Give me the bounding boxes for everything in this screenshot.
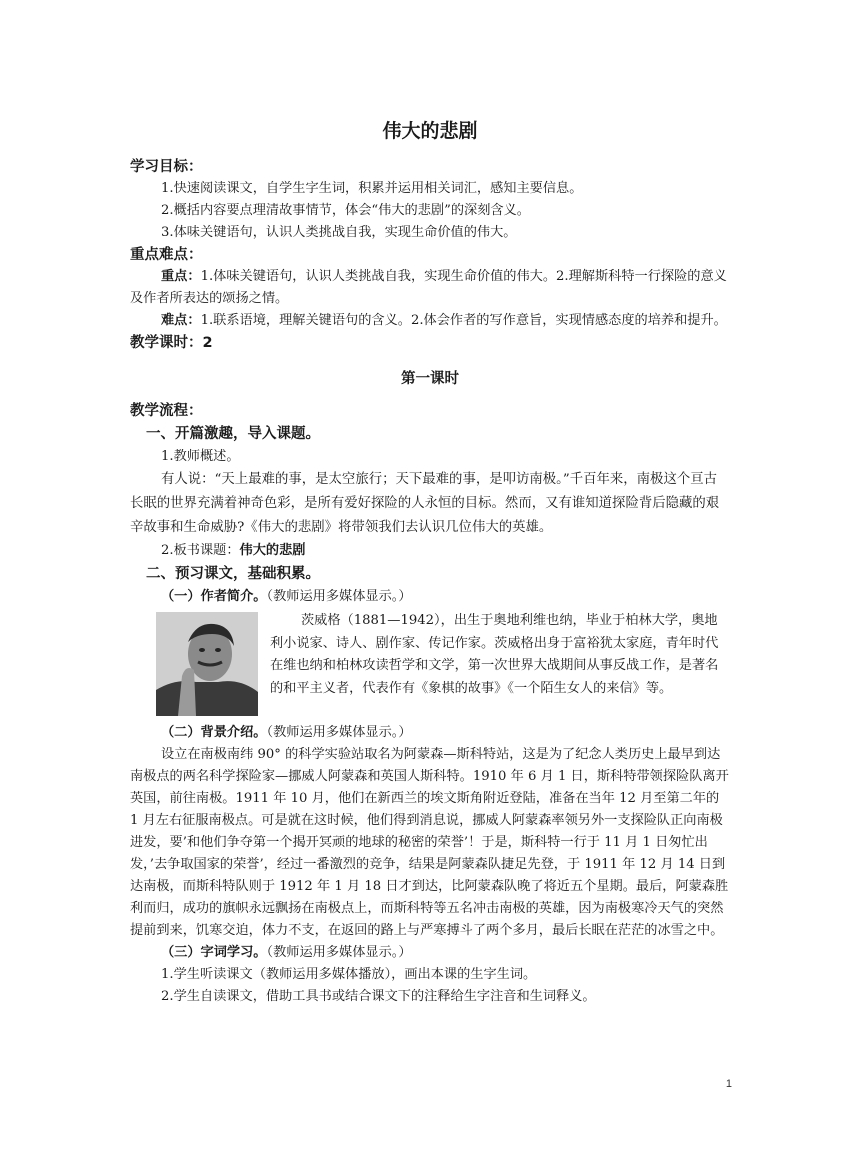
background-heading <box>130 722 730 744</box>
author-note: （教师运用多媒体显示。） <box>266 589 412 604</box>
key-points-heading: 重点难点： <box>130 247 203 263</box>
background-note: （教师运用多媒体显示。） <box>266 725 412 740</box>
author-label: （一）作者简介。 <box>161 589 267 604</box>
goal-item: 2.概括内容要点理清故事情节，体会“伟大的悲剧”的深刻含义。 <box>161 203 530 218</box>
goals-heading: 学习目标： <box>130 159 203 175</box>
portrait-icon <box>156 612 258 716</box>
part-two-title: 二、预习课文，基础积累。 <box>146 566 320 582</box>
background-text: 设立在南极南纬 90° 的科学实验站取名为阿蒙森—斯科特站，这是为了纪念人类历史上最早到达南极点的两名科学探险家—挪威人阿蒙森和英国人斯科特。1910 年 6 月 1 日，斯科特带领探险队离开英国，前往南极。1911 年 10 月，他们在新西兰的埃文斯角附近登陆，准备在当年 12 月至第二年的 1 月左右征服南极点。可是就在这时候，他们得到消息说，挪威人阿蒙森率领另外一支探险队正向南极进发，要’和他们争夺第一个揭开冥顽的地球的秘密的荣誉’！于是，斯科特一行于 11 月 1 日匆忙出发，’去争取国家的荣誉’，经过一番激烈的竞争，结果是阿蒙森队捷足先登，于 1911 年 12 月 14 日到达南极，而斯科特队则于 1912 年 1 月 18 日才到达，比阿蒙森队晚了将近五个星期。最后，阿蒙森胜利而归，成功的旗帜永远飘扬在南极点上，而斯科特等五名冲击南极的英雄，因为南极寒冷天气的突然提前到来，饥寒交迫，体力不支，在返回的路上与严寒搏斗了两个多月，最后长眠在茫茫的冰雪之中。 <box>130 747 729 938</box>
words-item: 1.学生听读课文（教师运用多媒体播放），画出本课的生字生词。 <box>161 967 537 982</box>
difficult-text: 1.联系语境，理解关键语句的含义。2.体会作者的写作意旨，实现情感态度的培养和提升。 <box>200 313 727 328</box>
page-title: 伟大的悲剧 <box>382 120 478 142</box>
goal-item: 3.体味关键语句，认识人类挑战自我，实现生命价值的伟大。 <box>161 225 517 240</box>
background-label: （二）背景介绍。 <box>161 725 267 740</box>
board-title-prefix: 2.板书课题： <box>161 543 240 558</box>
difficult-label: 难点： <box>161 313 201 328</box>
difficult-point-paragraph <box>130 310 730 332</box>
author-portrait-image <box>156 612 258 716</box>
part-one-item <box>130 540 730 562</box>
page-number: 1 <box>725 1078 732 1090</box>
section-title: 第一课时 <box>401 371 459 387</box>
intro-quote: 有人说：“天上最难的事，是太空旅行；天下最难的事，是叩访南极。”千百年来，南极这个亘古长眠的世界充满着神奇色彩，是所有爱好探险的人永恒的目标。然而，又有谁知道探险背后隐藏的艰辛故事和生命威胁?《伟大的悲剧》将带领我们去认识几位伟大的英雄。 <box>130 472 720 535</box>
board-title: 伟大的悲剧 <box>239 543 306 558</box>
document-content <box>130 118 730 1008</box>
words-heading <box>130 942 730 964</box>
author-heading <box>130 586 730 608</box>
words-item: 2.学生自读课文，借助工具书或结合课文下的注释给生字注音和生词释义。 <box>161 989 596 1004</box>
author-bio <box>270 610 730 700</box>
key-text: 1.体味关键语句，认识人类挑战自我，实现生命价值的伟大。2.理解斯科特一行探险的意义及作者所表达的颂扬之情。 <box>130 269 727 306</box>
part-one-item: 1.教师概述。 <box>161 449 240 464</box>
key-label: 重点： <box>161 269 201 284</box>
goal-item: 1.快速阅读课文，自学生字生词，积累并运用相关词汇，感知主要信息。 <box>161 181 583 196</box>
part-one-title: 一、开篇激趣，导入课题。 <box>146 426 320 442</box>
author-block <box>130 610 730 722</box>
author-bio-text: 茨威格（1881—1942），出生于奥地利维也纳，毕业于柏林大学，奥地利小说家、诗人、剧作家、传记作家。茨威格出身于富裕犹太家庭，青年时代在维也纳和柏林攻读哲学和文学，第一次世界大战期间从事反战工作，是著名的和平主义者，代表作有《象棋的故事》《一个陌生女人的来信》等。 <box>270 613 719 696</box>
words-note: （教师运用多媒体显示。） <box>266 945 412 960</box>
class-hours: 教学课时：2 <box>130 335 213 351</box>
words-label: （三）字词学习。 <box>161 945 267 960</box>
flow-heading: 教学流程： <box>130 403 203 419</box>
key-point-paragraph <box>130 266 730 310</box>
